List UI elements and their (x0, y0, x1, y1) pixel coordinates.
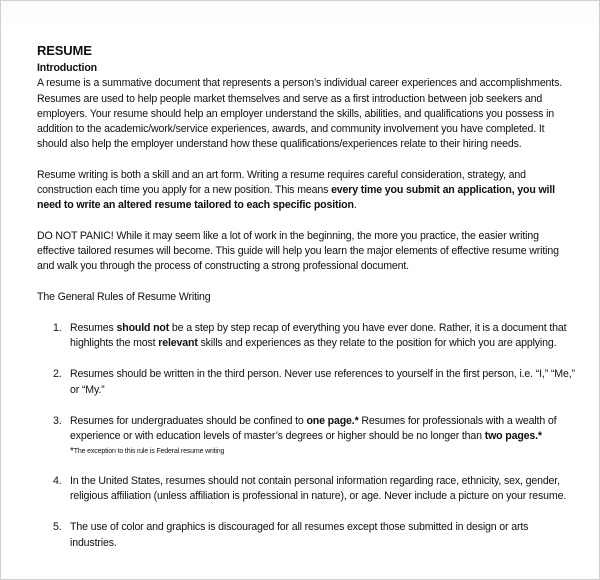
rule-emphasis: should not (116, 321, 170, 334)
rule-text: Resumes (70, 321, 117, 334)
rule-text: Resumes for professionals with a wealth of experience or with education levels of master’s degrees or higher should be no longer than (70, 415, 557, 443)
resume-writing-end: . (353, 199, 357, 212)
rule-text: In the United States, resumes should not contain personal information regarding race, ethnicity, sex, gender, religious affiliation (unless affiliation is professional in nature), or age. Never include a picture on your resume. (70, 474, 567, 502)
rule-text: be a step by step recap of everything you have ever done. Rather, it is a document that highlights the most (70, 321, 567, 350)
rule-item-2 (37, 367, 577, 398)
rule-item-3 (37, 414, 577, 458)
rule-emphasis: relevant (158, 337, 198, 350)
rule-item-5 (37, 520, 577, 551)
rule-footnote (70, 446, 577, 458)
rule-emphasis: one page.* (306, 415, 359, 428)
document-title: RESUME (37, 43, 92, 58)
rule-text: skills and experiences as they relate to the position for which you are applying. (197, 337, 557, 350)
do-not-panic-paragraph: DO NOT PANIC! While it may seem like a lot of work in the beginning, the more you practice, the easier writing effective tailored resumes will become. This guide will help you learn the major elements of effective resume writing and walk you through the process of constructing a strong professional document. (37, 229, 559, 273)
introduction-heading: Introduction (37, 62, 97, 74)
rule-item-1 (37, 321, 577, 352)
footnote-text: The exception to this rule is Federal resume writing (73, 447, 225, 455)
rule-number: 4. (53, 474, 62, 487)
rule-text: Resumes for undergraduates should be confined to (70, 415, 307, 428)
rule-emphasis: two pages.* (484, 430, 542, 443)
resume-writing-text: Resume writing is both a skill and an art form. Writing a resume requires careful consideration, strategy, and construction each time you apply for a new position. This means (37, 168, 526, 197)
rule-item-4 (37, 474, 577, 505)
resume-writing-emphasis: every time you submit an application, you will need to write an altered resume tailored to each specific position (37, 184, 555, 212)
document-body (37, 43, 577, 567)
rule-number: 3. (53, 415, 62, 428)
rule-text: The use of color and graphics is discouraged for all resumes except those submitted in design or arts industries. (70, 521, 529, 549)
rule-text: Resumes should be written in the third person. Never use references to yourself in the first person, i.e. “I,” “Me,” or “My.” (70, 368, 575, 396)
rule-number: 2. (53, 368, 62, 381)
rules-list (37, 321, 577, 551)
rule-number: 5. (53, 521, 62, 534)
introduction-paragraph: A resume is a summative document that represents a person’s individual career experiences and accomplishments. Resumes are used to help people market themselves and serve as a first introduction between job seekers and employers. Your resume should help an employer understand the skills, abilities, and qualifications you possess in addition to the academic/work/service experiences, awards, and community involvement you have completed. It should also help the employer understand how these qualifications/experiences relate to their hiring needs. (37, 77, 563, 151)
footnote-mark: * (70, 445, 74, 457)
resume-writing-paragraph (37, 168, 577, 214)
rules-heading: The General Rules of Resume Writing (37, 290, 211, 303)
rule-number: 1. (53, 321, 62, 334)
